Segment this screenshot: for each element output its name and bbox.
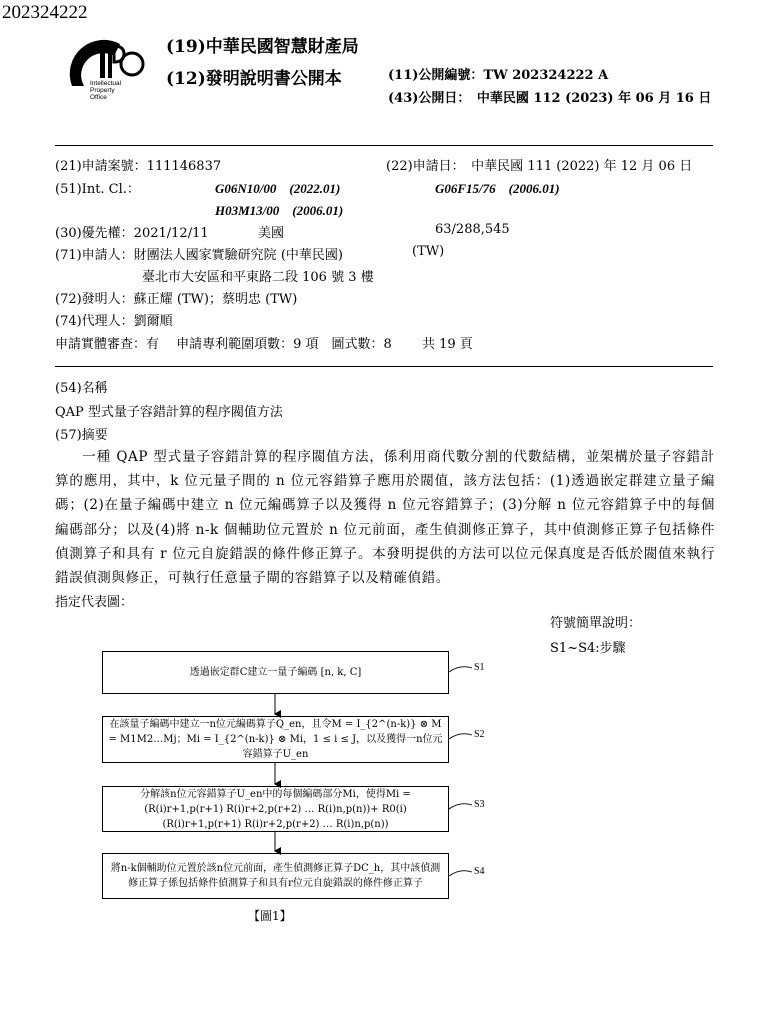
office-name: (19)中華民國智慧財產局 bbox=[166, 37, 359, 57]
applicant-address: 臺北市大安區和平東路二段 106 號 3 樓 bbox=[142, 270, 374, 285]
applicant-country: (TW) bbox=[412, 244, 445, 259]
application-number: (21)申請案號：111146837 bbox=[55, 159, 222, 174]
logo-line: Property bbox=[90, 87, 115, 94]
figure-caption: 【圖1】 bbox=[248, 909, 292, 923]
document-type: (12)發明說明書公開本 bbox=[166, 69, 342, 89]
symbols-text: S1~S4:步驟 bbox=[550, 641, 626, 656]
abstract-body: 一種 QAP 型式量子容錯計算的程序閥值方法，係利用商代數分割的代數結構，並架構於量子容錯計算的應用，其中，k 位元量子間的 n 位元容錯算子應用於閥值，該方法包括：(1)透過嵌定群建立量子編碼；(2)在量子編碼中建立 n 位元編碼算子以及獲得 n 位元容錯算子；(3)分解 n 位元容錯算子中的每個編碼部分；以及(4)將 n-k 個輔助位元置於 n 位元前面，產生偵測修正算子，其中偵測修正算子包括條件偵測算子和具有 r 位元自旋錯誤的條件修正算子。本發明提供的方法可以位元保真度是否低於閥值來執行錯誤偵測與修正，可執行任意量子閘的容錯算子以及精確偵錯。 bbox=[55, 449, 715, 587]
intcl-code: H03M13/00 (2006.01) bbox=[215, 203, 344, 218]
examination-info: 申請實體審查：有 申請專利範圍項數：9 項 圖式數：8 共 19 頁 bbox=[55, 337, 473, 352]
step-label: S2 bbox=[474, 729, 485, 740]
intcl-label: (51)Int. Cl.： bbox=[55, 182, 140, 197]
publication-date: (43)公開日： 中華民國 112 (2023) 年 06 月 16 日 bbox=[388, 91, 712, 106]
application-date: (22)申請日： 中華民國 111 (2022) 年 12 月 06 日 bbox=[386, 159, 693, 174]
logo-line: Office bbox=[90, 94, 107, 101]
agent: (74)代理人：劉爾順 bbox=[55, 314, 173, 329]
title-label: (54)名稱 bbox=[55, 381, 108, 396]
intcl-code: G06N10/00 (2022.01) bbox=[215, 181, 341, 196]
intcl-code: G06F15/76 (2006.01) bbox=[435, 181, 560, 196]
step-label: S3 bbox=[474, 799, 485, 810]
publication-number: (11)公開編號：TW 202324222 A bbox=[388, 68, 609, 83]
flow-step-text: 透過嵌定群C建立一量子編碼 [n, k, C] bbox=[189, 667, 362, 678]
priority-date: (30)優先權：2021/12/11 bbox=[55, 226, 209, 241]
document-number: 202324222 bbox=[2, 2, 88, 23]
invention-title: QAP 型式量子容錯計算的程序閥值方法 bbox=[55, 405, 283, 420]
representative-figure-label: 指定代表圖： bbox=[55, 595, 134, 610]
step-label: S1 bbox=[474, 662, 485, 673]
abstract-label: (57)摘要 bbox=[55, 428, 108, 443]
priority-number: 63/288,545 bbox=[435, 222, 510, 237]
priority-country: 美國 bbox=[258, 226, 285, 241]
symbols-label: 符號簡單說明： bbox=[550, 616, 642, 631]
applicant: (71)申請人：財團法人國家實驗研究院 (中華民國) bbox=[55, 248, 343, 263]
inventors: (72)發明人：蘇正耀 (TW)；蔡明忠 (TW) bbox=[55, 292, 298, 307]
flow-step-text: 分解該n位元容錯算子U_en中的每個編碼部分Mi，使得Mi = (R(i)r+1,p(r+1) R(i)r+2,p(r+2) … R(i)n,p(n))+ R0(i) (R(i)r+1,p(r+1) R(i)r+2,p(r+2) … R(i)n,p(n)) bbox=[140, 788, 411, 830]
flow-step-text: 將n-k個輔助位元置於該n位元前面，產生偵測修正算子DC_h，其中該偵測修正算子係包括條件偵測算子和具有r位元自旋錯誤的條件修正算子 bbox=[110, 863, 441, 889]
logo-line: Intellectual bbox=[90, 80, 122, 87]
step-label: S4 bbox=[474, 866, 485, 877]
flow-step-text: 在該量子編碼中建立一n位元編碼算子Q_en，且令M = I_{2^(n-k)} ⊗ M = M1M2…Mj；Mi = I_{2^(n-k)} ⊗ Mi，1 ≤ i ≤ J，以及獲得一n位元容錯算子U_en bbox=[108, 719, 443, 760]
